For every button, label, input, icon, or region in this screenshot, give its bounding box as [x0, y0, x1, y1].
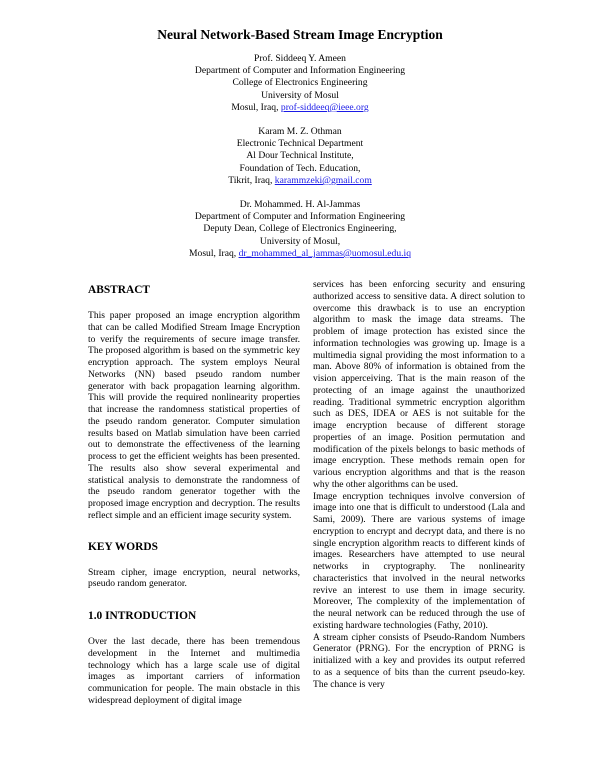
author-3-email-link[interactable]: dr_mohammed_al_jammas@uomosul.edu.iq: [238, 247, 411, 259]
author-3-affiliation-2: Deputy Dean, College of Electronics Engineering,: [203, 223, 397, 235]
author-1-name: Prof. Siddeeq Y. Ameen: [254, 53, 346, 64]
author-1: [150, 53, 450, 114]
author-1-affiliation-1: Department of Computer and Information Engineering: [194, 65, 406, 77]
author-3-affiliation-3: University of Mosul,: [259, 235, 341, 247]
keywords-heading: KEY WORDS: [88, 540, 158, 553]
author-3-location: Mosul, Iraq,: [189, 247, 239, 259]
paper-title: Neural Network-Based Stream Image Encryption: [157, 27, 443, 42]
author-3: [150, 199, 450, 260]
author-1-contact: [150, 102, 450, 114]
introduction-paragraph-1-continued: services has been enforcing security and ensuring authorized access to sensitive data. A direct solution to overcome this drawback is to use an encryption algorithm to mask the image data streams. The problem of image protection has existed since the information technologies was growing up. Image is a multimedia signal providing the most information to a man. Above 80% of information is obtained from the vision apperceiving. That is the main reason of the protecting of an image against the unauthorized reading. Traditional symmetric encryption algorithm such as DES, IDEA or AES is not suitable for the image encryption because of different storage properties of an image. Position permutation and modification of the pixels belongs to basic methods of image encryption. These methods remain open for various encryption algorithms and that is the reason why the other algorithms can be used.: [313, 279, 525, 490]
author-2-affiliation-3: Foundation of Tech. Education,: [239, 162, 361, 174]
author-1-affiliation-2: College of Electronics Engineering: [232, 77, 368, 89]
introduction-paragraph-2: Image encryption techniques involve conversion of image into one that is difficult to understood (Lala and Sami, 2009). There are various systems of image encryption to encrypt and decrypt data, and there is no single encryption algorithm reacts to different kinds of images. Researchers have attempted to use neural networks in cryptography. The nonlinearity characteristics that involved in the neural networks revive an interest to use them in image security. Moreover, The complexity of the implementation of the neural network can be reduced through the use of existing hardware technologies (Fathy, 2010).: [313, 490, 525, 631]
author-2-location: Tikrit, Iraq,: [228, 174, 275, 186]
author-3-affiliation-1: Department of Computer and Information Engineering: [194, 211, 406, 223]
keywords-text: Stream cipher, image encryption, neural networks, pseudo random generator.: [88, 566, 300, 590]
abstract-text: This paper proposed an image encryption algorithm that can be called Modified Stream Image Encryption to verify the requirements of secure image transfer. The proposed algorithm is based on the symmetric key encryption approach. The system employs Neural Networks (NN) based pseudo random number generator with back propagation learning algorithm. This will provide the required nonlinearity properties that increase the randomness statistical properties of the pseudo random generator. Computer simulation results based on Matlab simulation have been carried out to demonstrate the effectiveness of the learning process to get the efficient weights has been presented. The results also show several experimental and statistical analysis to demonstrate the randomness of the pseudo random generator together with the proposed image encryption and decryption. The results reflect simple and an efficient image security system.: [88, 310, 300, 521]
author-3-contact: [150, 248, 450, 260]
author-2-email-link[interactable]: karammzeki@gmail.com: [274, 174, 372, 186]
author-1-email-link[interactable]: prof-siddeeq@ieee.org: [280, 101, 369, 113]
author-2-contact: [150, 175, 450, 187]
author-1-affiliation-3: University of Mosul: [261, 89, 339, 101]
right-column: [313, 279, 525, 690]
abstract-heading: ABSTRACT: [88, 284, 151, 296]
introduction-paragraph-1-start: Over the last decade, there has been tremendous development in the Internet and multimedia technology which has a large scale use of digital images as important carriers of information communication for people. The main obstacle in this widespread deployment of digital image: [88, 636, 300, 706]
author-2: [150, 126, 450, 187]
author-list: [150, 53, 450, 272]
left-column: [88, 283, 300, 707]
author-2-affiliation-2: Al Dour Technical Institute,: [246, 150, 354, 162]
author-2-name: Karam M. Z. Othman: [258, 126, 342, 138]
author-1-location: Mosul, Iraq,: [231, 101, 281, 113]
introduction-heading: 1.0 INTRODUCTION: [88, 610, 197, 622]
author-2-affiliation-1: Electronic Technical Department: [236, 138, 364, 150]
author-3-name: Dr. Mohammed. H. Al-Jammas: [239, 199, 361, 211]
introduction-paragraph-3: A stream cipher consists of Pseudo-Random Numbers Generator (PRNG). For the encryption of PRNG is initialized with a key and provides its output referred to as a sequence of bits than the current pseudo-key. The chance is very: [313, 631, 525, 690]
